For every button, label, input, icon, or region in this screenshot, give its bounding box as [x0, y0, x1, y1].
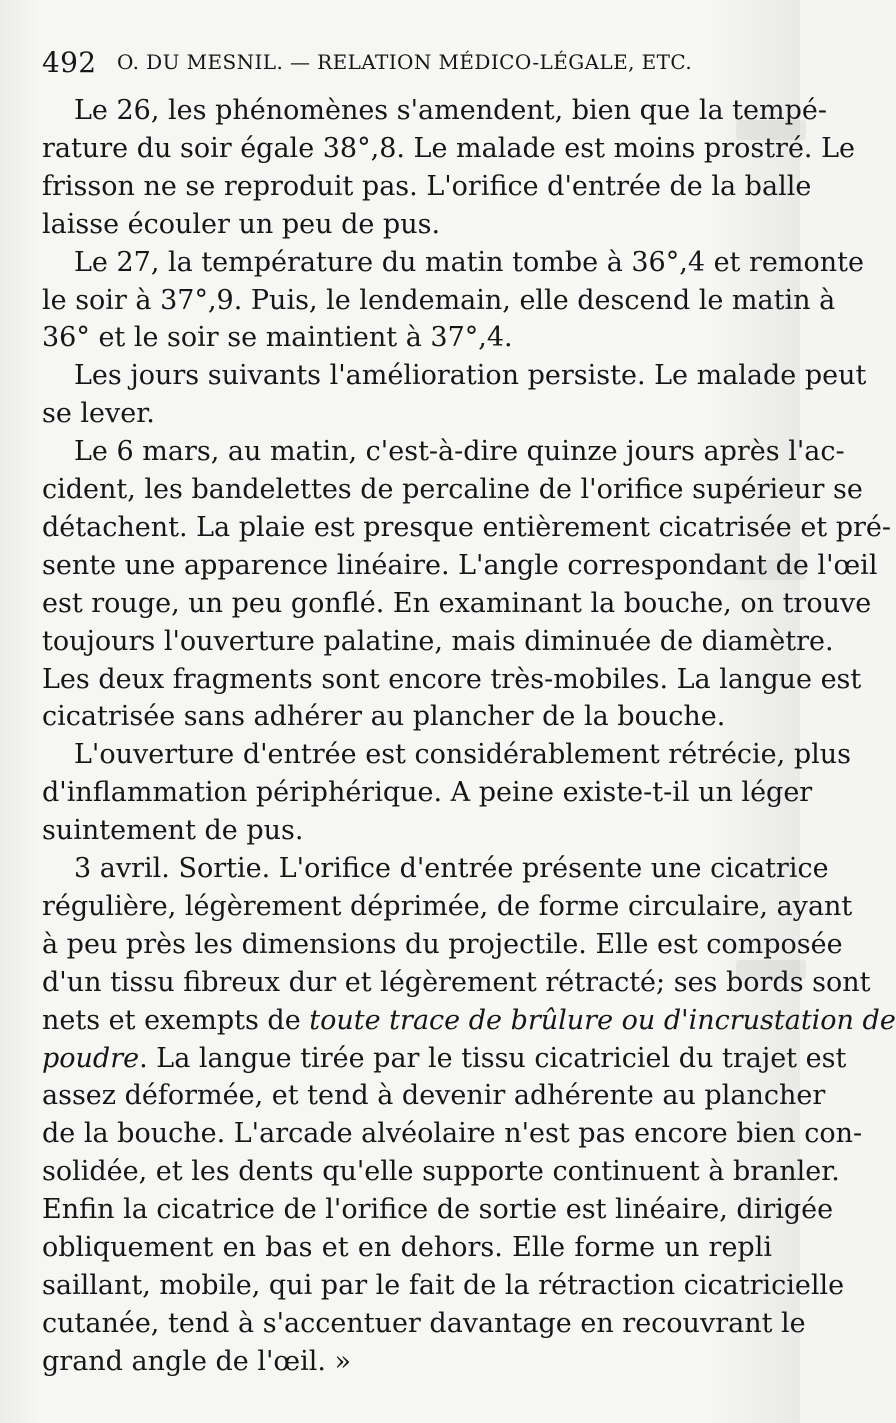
- text-line: Enfin la cicatrice de l'orifice de sortie est linéaire, dirigée: [42, 1194, 834, 1226]
- text-line: de la bouche. L'arcade alvéolaire n'est pas encore bien con-: [42, 1118, 863, 1150]
- text-line: cident, les bandelettes de percaline de l'orifice supérieur se: [42, 474, 863, 505]
- text-line: détachent. La plaie est presque entièrement cicatrisée et pré-: [42, 511, 892, 543]
- text-line: [42, 1002, 896, 1039]
- text-line: rature du soir égale 38°,8. Le malade est moins prostré. Le: [42, 132, 856, 164]
- text-line: se lever.: [42, 398, 155, 430]
- text-line: Les jours suivants l'amélioration persiste. Le malade peut: [74, 360, 867, 392]
- text-line: est rouge, un peu gonflé. En examinant la bouche, on trouve: [42, 587, 872, 619]
- italic-text-run: poudre: [42, 1042, 140, 1074]
- text-line: suintement de pus.: [42, 815, 304, 847]
- text-line: [42, 1040, 847, 1077]
- text-line: Le 27, la température du matin tombe à 36°,4 et remonte: [74, 246, 864, 278]
- text-line: 3 avril. Sortie. L'orifice d'entrée présente une cicatrice: [74, 853, 829, 884]
- text-line: d'inflammation périphérique. A peine existe-t-il un léger: [42, 777, 813, 809]
- text-line: laisse écouler un peu de pus.: [42, 208, 441, 240]
- text-line: régulière, légèrement déprimée, de forme circulaire, ayant: [42, 890, 853, 922]
- text-line: saillant, mobile, qui par le fait de la rétraction cicatricielle: [42, 1269, 845, 1301]
- text-run: nets et exempts de: [42, 1004, 310, 1036]
- text-line: à peu près les dimensions du projectile. Elle est composée: [42, 928, 843, 960]
- text-line: solidée, et les dents qu'elle supporte continuent à branler.: [42, 1156, 840, 1188]
- text-line: 36° et le soir se maintient à 37°,4.: [42, 322, 513, 354]
- text-line: assez déformée, et tend à devenir adhérente au plancher: [42, 1080, 826, 1112]
- text-line: Les deux fragments sont encore très-mobiles. La langue est: [42, 663, 862, 695]
- text-line: Le 6 mars, au matin, c'est-à-dire quinze jours après l'ac-: [74, 436, 845, 468]
- text-line: d'un tissu fibreux dur et légèrement rétracté; ses bords sont: [42, 966, 871, 998]
- text-line: le soir à 37°,9. Puis, le lendemain, elle descend le matin à: [42, 284, 836, 316]
- text-line: toujours l'ouverture palatine, mais diminuée de diamètre.: [42, 625, 834, 657]
- page-header: [42, 42, 772, 82]
- text-line: cutanée, tend à s'accentuer davantage en recouvrant le: [42, 1307, 806, 1339]
- text-line: sente une apparence linéaire. L'angle correspondant de l'œil: [42, 549, 878, 581]
- text-line: frisson ne se reproduit pas. L'orifice d'entrée de la balle: [42, 170, 812, 202]
- running-head: O. DU MESNIL. — RELATION MÉDICO-LÉGALE, ETC.: [117, 50, 693, 74]
- text-line: obliquement en bas et en dehors. Elle forme un repli: [42, 1232, 772, 1263]
- text-line: Le 26, les phénomènes s'amendent, bien que la tempé-: [74, 95, 827, 126]
- text-line: cicatrisée sans adhérer au plancher de la bouche.: [42, 701, 726, 733]
- text-line: grand angle de l'œil. »: [42, 1345, 352, 1377]
- page-number: 492: [42, 46, 97, 79]
- text-line: L'ouverture d'entrée est considérablement rétrécie, plus: [74, 739, 851, 771]
- italic-text-run: toute trace de brûlure ou d'incrustation de: [309, 1004, 896, 1036]
- text-run: . La langue tirée par le tissu cicatriciel du trajet est: [139, 1042, 847, 1074]
